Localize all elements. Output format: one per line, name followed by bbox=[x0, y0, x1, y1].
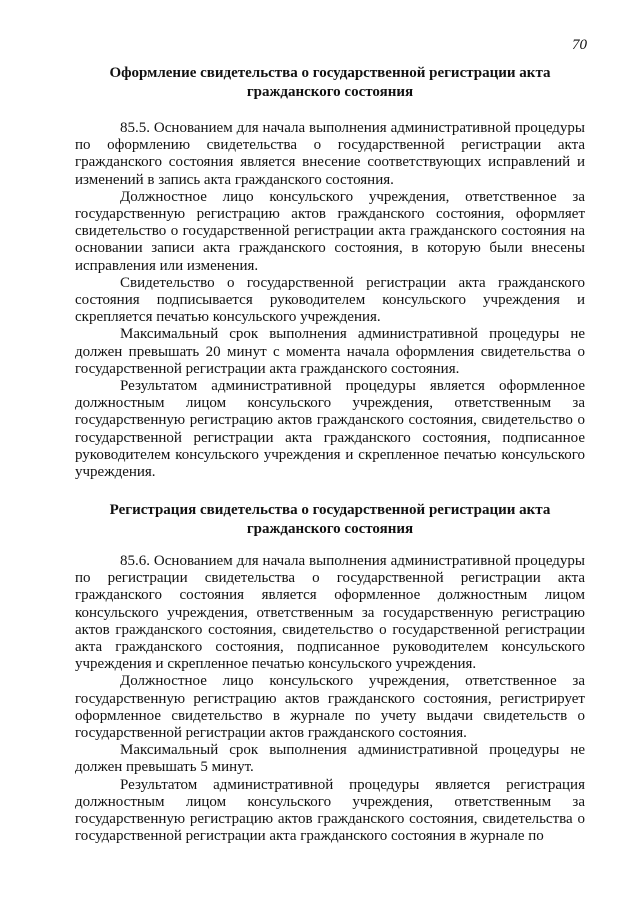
paragraph: Максимальный срок выполнения административной процедуры не должен превышать 20 минут с момента начала оформления свидетельства о государственной регистрации акта гражданского состояния. bbox=[75, 326, 585, 377]
paragraph: Результатом административной процедуры является регистрация должностным лицом консульского учреждения, ответственным за государственную регистрацию актов гражданского состояния, свидетельства о государственной регистрации акта гражданского состояния в журнале по bbox=[75, 776, 585, 845]
section-heading-registration: Регистрация свидетельства о государственной регистрации акта гражданского состояния bbox=[109, 502, 551, 537]
paragraph: Результатом административной процедуры является оформленное должностным лицом консульского учреждения, ответственным за государственную регистрацию актов гражданского состояния, свидетельство о государственной регистрации акта гражданского состояния, подписанное руководителем консульского учреждения и скрепленное печатью консульского учреждения. bbox=[75, 378, 585, 481]
section-heading-issuance: Оформление свидетельства о государственной регистрации акта гражданского состояния bbox=[109, 65, 551, 100]
paragraph: Свидетельство о государственной регистрации акта гражданского состояния подписывается руководителем консульского учреждения и скрепляется печатью консульского учреждения. bbox=[75, 274, 585, 326]
paragraph: 85.5. Основанием для начала выполнения административной процедуры по оформлению свидетельства о государственной регистрации акта гражданского состояния является внесение соответствующих исправлений и изменений в запись акта гражданского состояния. bbox=[75, 120, 585, 188]
document-page bbox=[75, 0, 585, 905]
section-registration-body bbox=[75, 553, 585, 845]
section-issuance-body bbox=[75, 120, 585, 481]
paragraph: Должностное лицо консульского учреждения, ответственное за государственную регистрацию актов гражданского состояния, оформляет свидетельство о государственной регистрации акта гражданского состояния на основании записи акта гражданского состояния, в которую были внесены исправления или изменения. bbox=[75, 188, 585, 274]
paragraph: Должностное лицо консульского учреждения, ответственное за государственную регистрацию актов гражданского состояния, регистрирует оформленное свидетельство в журнале по учету выдачи свидетельств о государственной регистрации актов гражданского состояния. bbox=[75, 673, 585, 742]
page-number: 70 bbox=[572, 37, 587, 53]
paragraph: 85.6. Основанием для начала выполнения административной процедуры по регистрации свидетельства о государственной регистрации акта гражданского состояния является оформленное должностным лицом консульского учреждения, ответственным за государственную регистрацию актов гражданского состояния, свидетельство о государственной регистрации акта гражданского состояния, подписанное руководителем консульского учреждения и скрепленное печатью консульского учреждения. bbox=[75, 553, 585, 673]
paragraph: Максимальный срок выполнения административной процедуры не должен превышать 5 минут. bbox=[75, 742, 585, 776]
